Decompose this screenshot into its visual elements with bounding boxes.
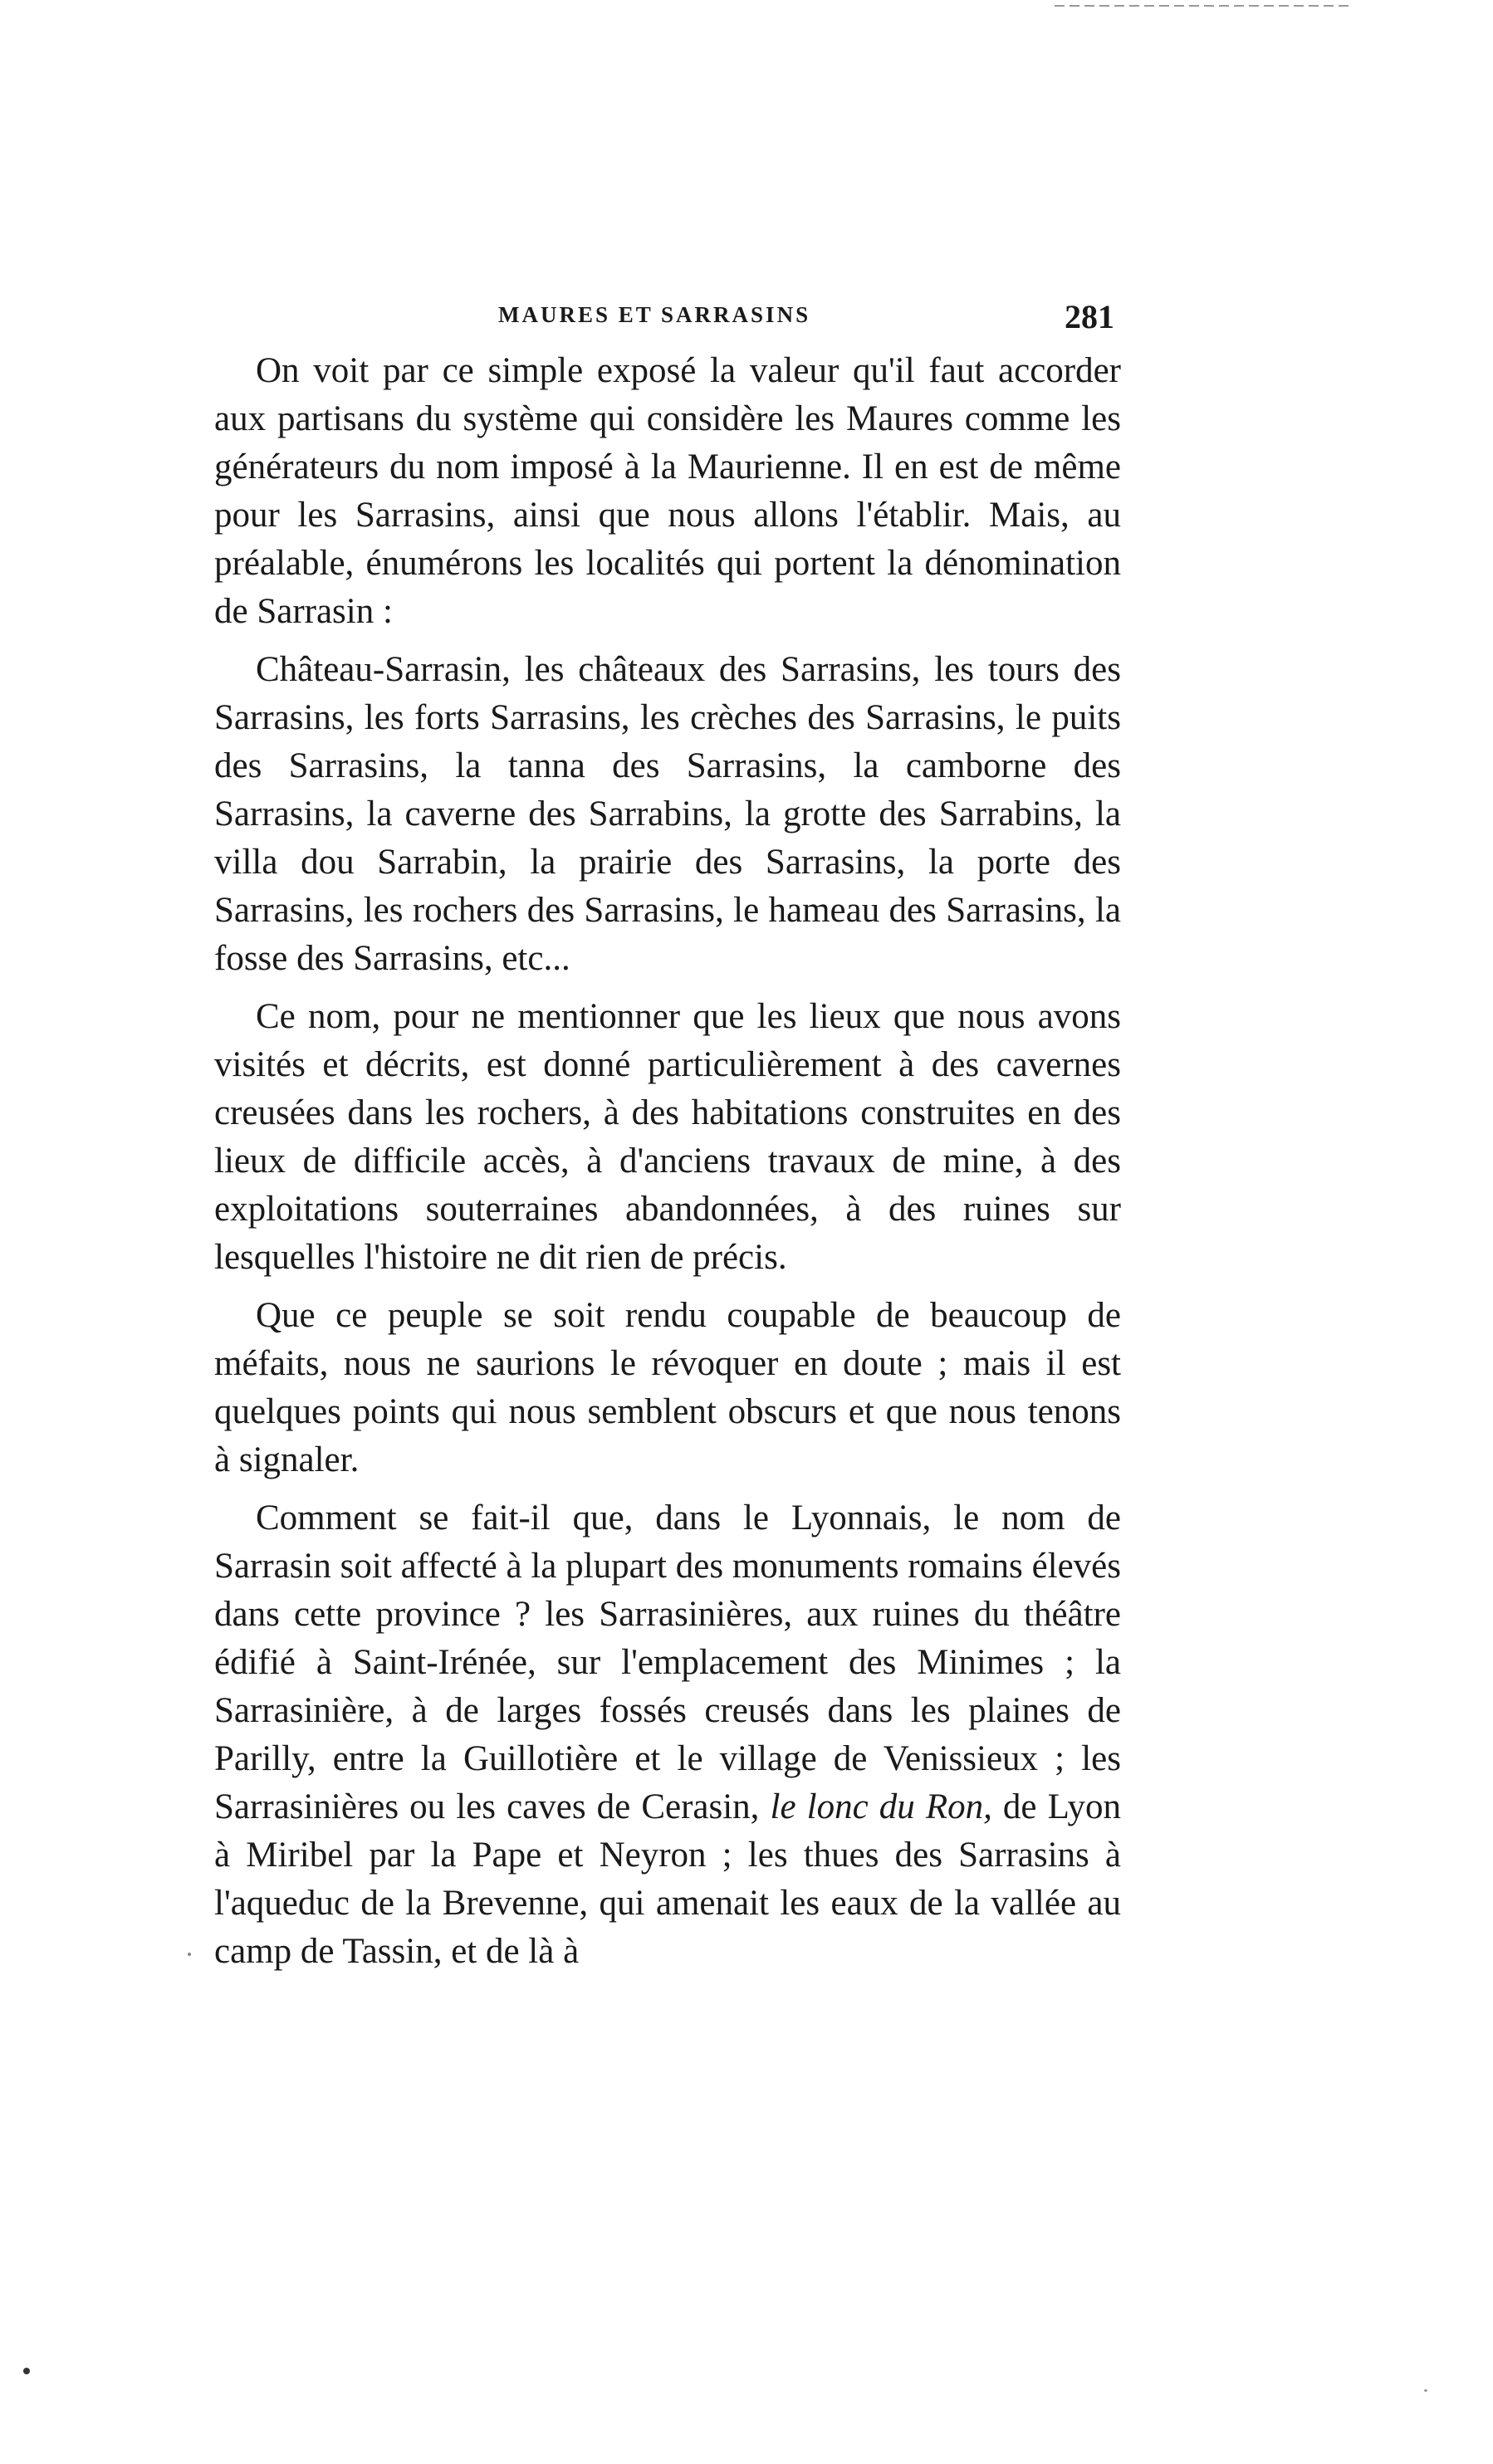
paragraph-3: Ce nom, pour ne mentionner que les lieux que nous avons visités et décrits, est donné particulièrement à des cavernes creusées dans les rochers, à des habitations construites en des lieux de difficile accès, à d'anciens travaux de mine, à des exploitations souterraines abandonnées, à des ruines sur lesquelles l'histoire ne dit rien de précis. [214, 997, 1121, 1277]
page-number: 281 [1065, 298, 1114, 335]
running-header [214, 296, 1121, 345]
paragraph-4: Que ce peuple se soit rendu coupable de beaucoup de méfaits, nous ne saurions le révoquer en doute ; mais il est quelques points qui nous semblent obscurs et que nous tenons à signaler. [214, 1296, 1121, 1479]
paragraph-5-text-a: Comment se fait-il que, dans le Lyonnais, le nom de Sarrasin soit affecté à la plupart des monuments romains élevés dans cette province ? les Sarrasinières, aux ruines du théâtre édifié à Saint-Irénée, sur l'emplacement des Minimes ; la Sarrasinière, à de larges fossés creusés dans les plaines de Parilly, entre la Guillotière et le village de Venissieux ; les Sarrasinières ou les caves de Cerasin, [214, 1498, 1121, 1826]
scan-speck [23, 2368, 30, 2374]
text-body [214, 347, 1121, 1976]
paragraph-5-text-b: de Lyon à Miribel par la Pape et Neyron ; les thues des Sarrasins à l'aqueduc de la Brevenne, qui amenait les eaux de la vallée au camp de Tassin, et de là à [214, 1787, 1121, 1971]
scan-edge-rule [1055, 5, 1353, 7]
running-title: MAURES ET SARRASINS [498, 302, 811, 327]
paragraph-2: Château-Sarrasin, les châteaux des Sarrasins, les tours des Sarrasins, les forts Sarrasins, les crèches des Sarrasins, le puits des Sarrasins, la tanna des Sarrasins, la camborne des Sarrasins, la caverne des Sarrabins, la grotte des Sarrabins, la villa dou Sarrabin, la prairie des Sarrasins, la porte des Sarrasins, les rochers des Sarrasins, le hameau des Sarrasins, la fosse des Sarrasins, etc... [214, 650, 1121, 978]
scan-speck [188, 1953, 191, 1956]
paragraph-1: On voit par ce simple exposé la valeur qu'il faut accorder aux partisans du système qui considère les Maures comme les générateurs du nom imposé à la Maurienne. Il en est de même pour les Sarrasins, ainsi que nous allons l'établir. Mais, au préalable, énumérons les localités qui portent la dénomination de Sarrasin : [214, 351, 1121, 631]
scan-speck [1424, 2389, 1427, 2392]
paragraph-5-italic: le lonc du Ron, [770, 1787, 992, 1826]
paragraph-5 [214, 1494, 1121, 1976]
